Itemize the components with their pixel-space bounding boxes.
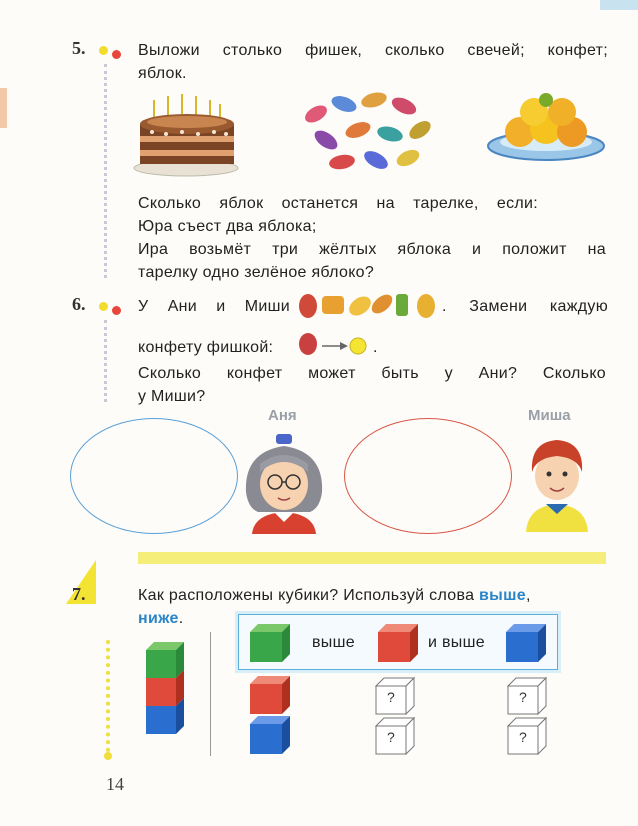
row1-unknown-cube-1[interactable] xyxy=(374,676,418,716)
row1-red-cube xyxy=(248,674,292,716)
page-corner-mark xyxy=(600,0,638,10)
box-word-and-higher: и выше xyxy=(428,634,485,651)
task6-dotted-line xyxy=(104,320,107,402)
question-mark: ? xyxy=(387,689,395,705)
cube-stack xyxy=(142,640,188,742)
page-edge-mark xyxy=(0,88,7,128)
word-lower: ниже xyxy=(138,610,179,627)
page-number: 14 xyxy=(106,774,124,794)
task5-line2: яблок. xyxy=(138,65,187,82)
box-green-cube xyxy=(248,622,292,664)
box-blue-cube xyxy=(504,622,548,664)
task5-question-line1: Сколько яблок останется на тарелке, если: xyxy=(138,195,538,212)
task6-line1a: У Ани и Миши xyxy=(138,298,290,315)
red-dot-icon xyxy=(112,306,121,315)
task5-question-line3: Ира возьмёт три жёлтых яблока и положит на xyxy=(138,241,606,258)
task6-line2-end: . xyxy=(373,339,378,356)
task5-line1: Выложи столько фишек, сколько свечей; конфет; xyxy=(138,42,608,59)
anya-girl-illustration xyxy=(240,432,328,534)
task5-number: 5. xyxy=(72,38,86,58)
task7-period: . xyxy=(178,610,184,627)
yellow-dot-icon xyxy=(99,302,108,311)
row2-blue-cube xyxy=(248,714,292,756)
task6-question-line1: Сколько конфет может быть у Ани? Сколько xyxy=(138,365,606,382)
row2-unknown-cube-2[interactable] xyxy=(506,716,550,756)
task6-line1b: . Замени каждую xyxy=(442,298,608,315)
box-word-higher: выше xyxy=(312,634,355,651)
yellow-dot-icon xyxy=(99,46,108,55)
task7-line1 xyxy=(138,584,608,607)
task7-line1-text: Как расположены кубики? Используй слова xyxy=(138,587,475,604)
candy-to-chip-icon xyxy=(294,328,372,360)
task6-line2: конфету фишкой: xyxy=(138,339,274,356)
candies-illustration xyxy=(296,86,438,176)
task7-comma: , xyxy=(525,587,531,604)
cake-illustration xyxy=(132,92,242,178)
misha-boy-illustration xyxy=(522,428,592,532)
red-dot-icon xyxy=(112,50,121,59)
task7-dotted-line xyxy=(106,640,110,752)
task7-line-end-dot xyxy=(104,752,112,760)
anya-oval[interactable] xyxy=(70,418,238,534)
task5-question-line4: тарелку одно зелёное яблоко? xyxy=(138,264,375,281)
question-mark: ? xyxy=(387,729,395,745)
row2-unknown-cube-1[interactable] xyxy=(374,716,418,756)
task7-separator xyxy=(210,632,211,756)
task5-dotted-line xyxy=(104,64,107,278)
word-higher: выше xyxy=(479,587,526,604)
row1-unknown-cube-2[interactable] xyxy=(506,676,550,716)
question-mark: ? xyxy=(519,729,527,745)
stack-green-cube xyxy=(146,642,184,678)
task6-question-line2: у Миши? xyxy=(138,388,206,405)
task7-line2 xyxy=(138,607,183,630)
candy-row-illustration xyxy=(294,288,440,322)
misha-name: Миша xyxy=(528,407,571,424)
misha-oval[interactable] xyxy=(344,418,512,534)
anya-name: Аня xyxy=(268,407,297,424)
task5-question-line2: Юра съест два яблока; xyxy=(138,218,317,235)
box-red-cube xyxy=(376,622,420,664)
apples-plate-illustration xyxy=(486,92,606,162)
question-mark: ? xyxy=(519,689,527,705)
task7-number: 7. xyxy=(72,584,86,604)
task6-number: 6. xyxy=(72,294,86,314)
yellow-band xyxy=(138,552,606,564)
